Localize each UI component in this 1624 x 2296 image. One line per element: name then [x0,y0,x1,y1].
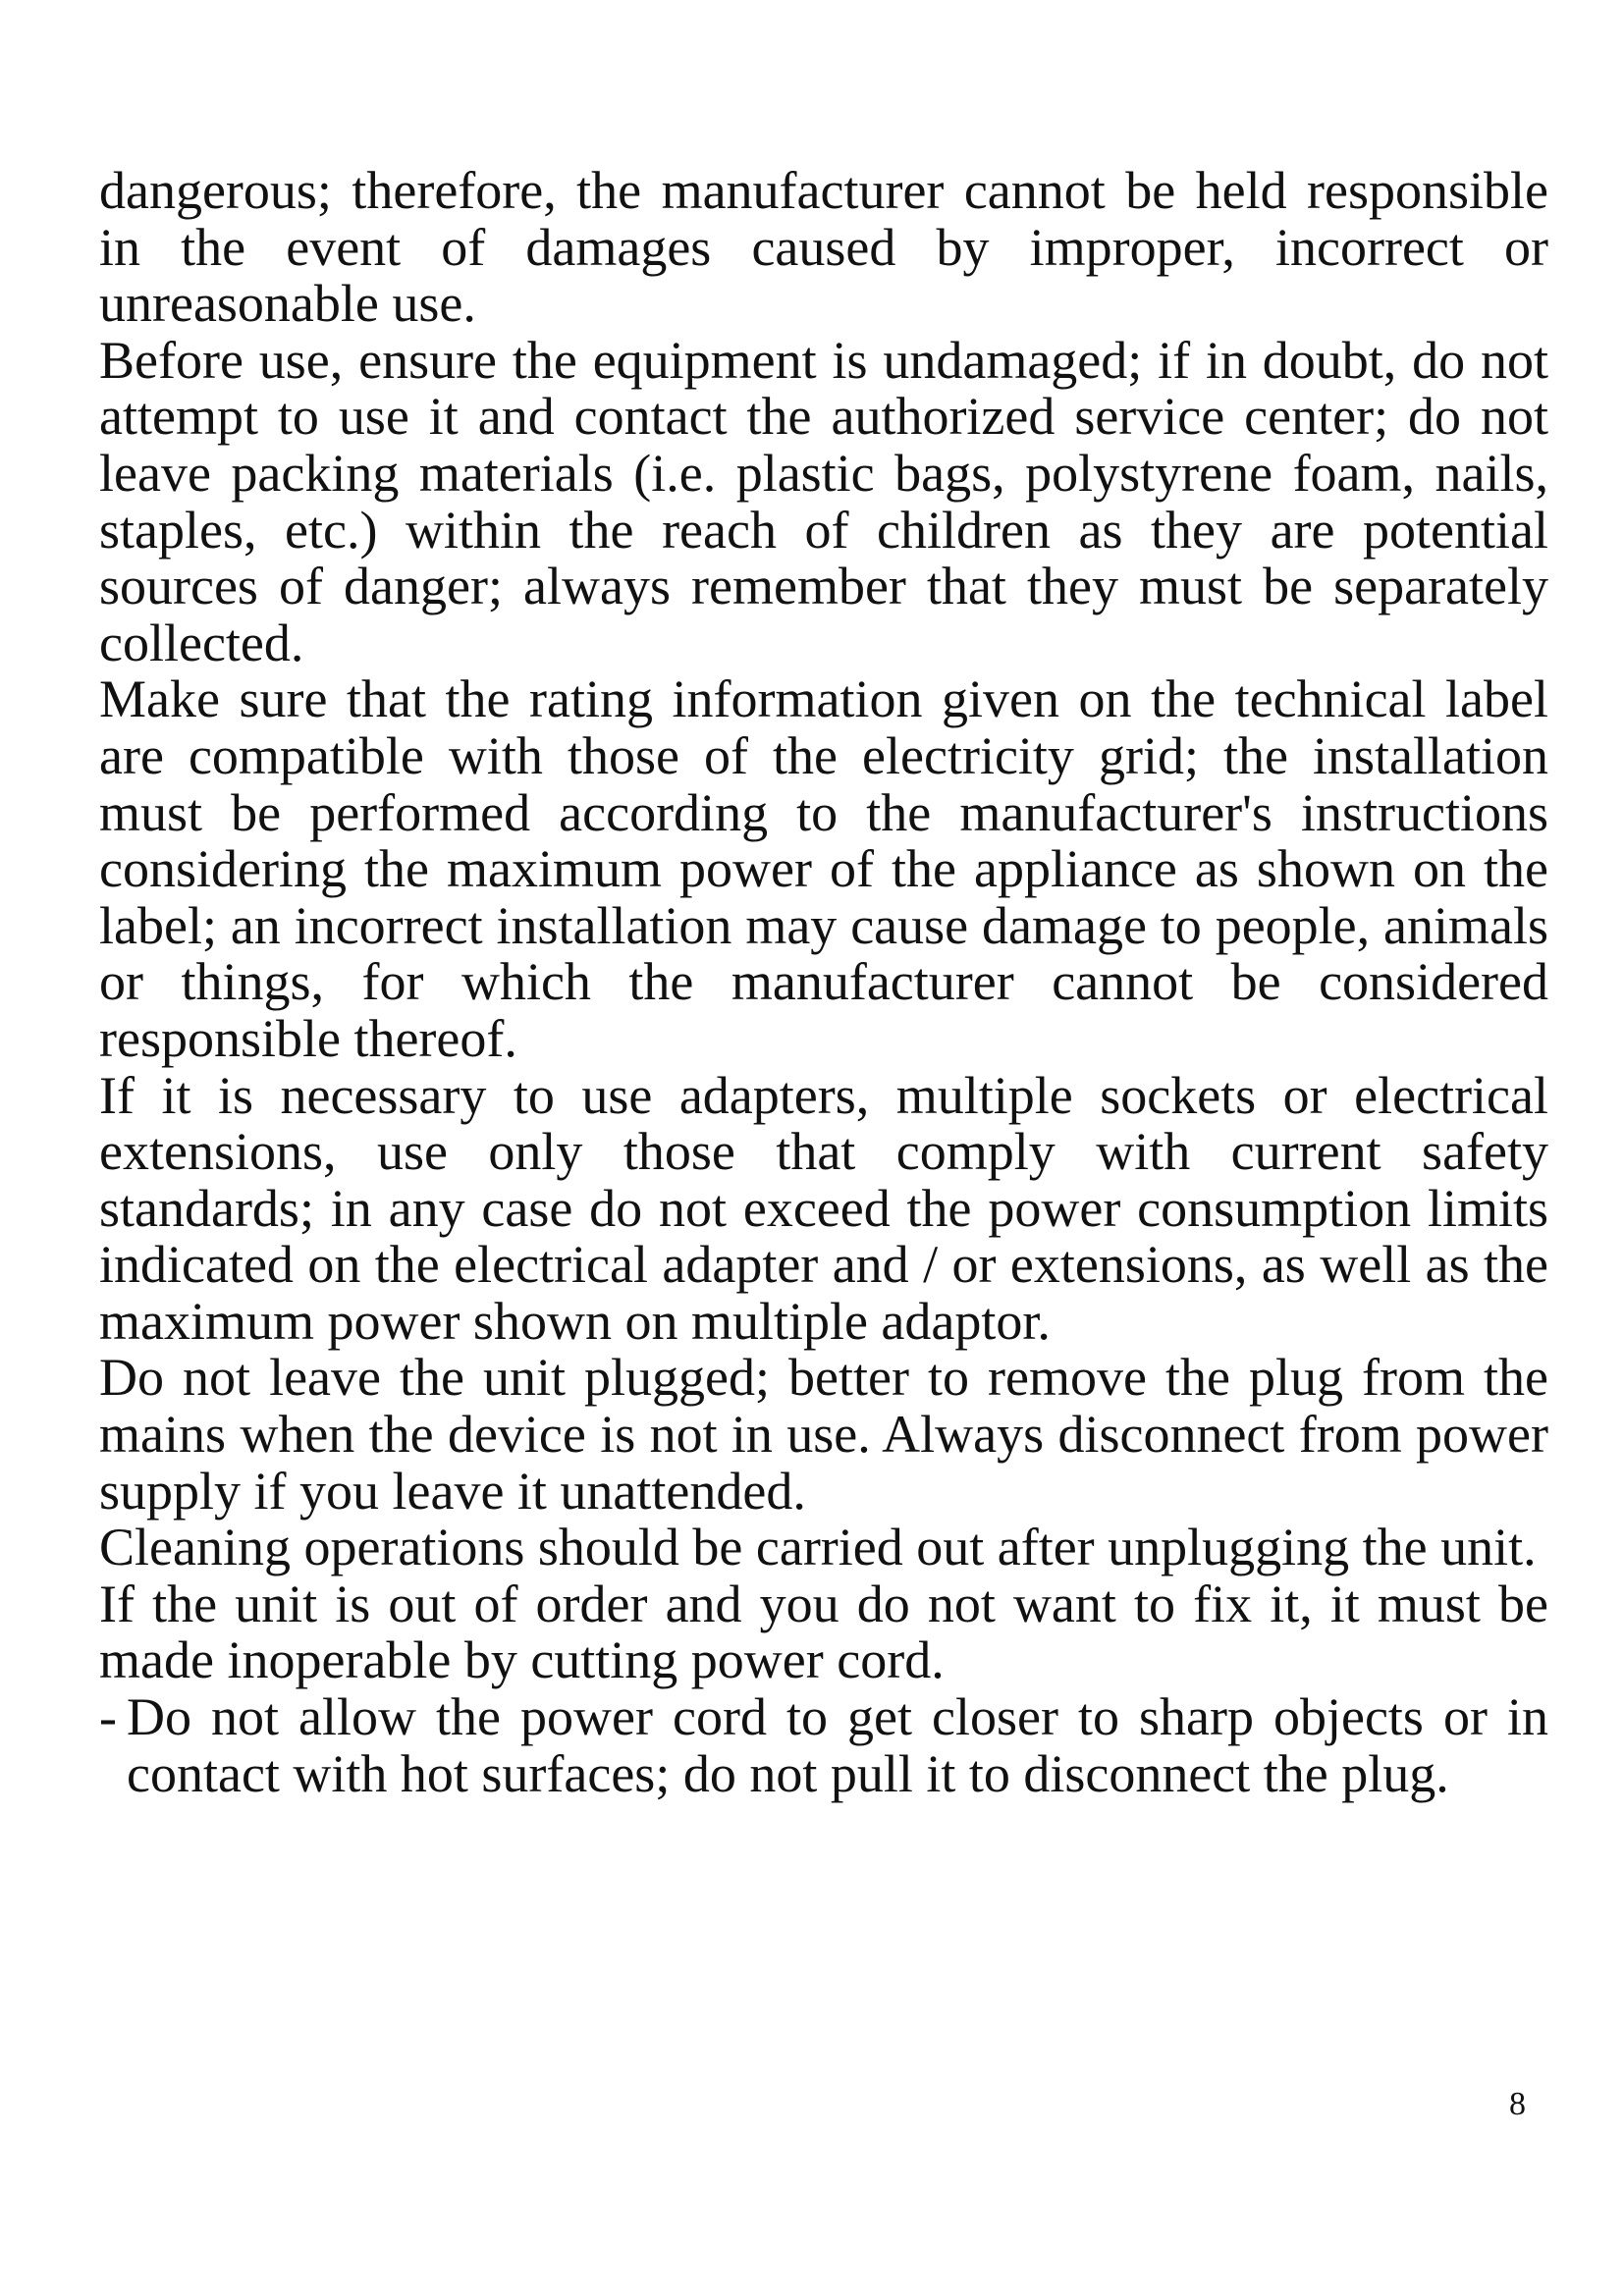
page-number: 8 [1509,2086,1526,2122]
bullet-item-power-cord [99,1689,1548,1802]
paragraph-responsibility: dangerous; therefore, the manufacturer cannot be held responsible in the event of damages caused by improper, incorrect or unreasonable use. [99,161,1548,334]
bullet-text: Do not allow the power cord to get closer to sharp objects or in contact with hot surfaces; do not pull it to disconnect the plug. [127,1687,1548,1803]
bullet-marker: - [99,1687,117,1747]
paragraph-cleaning: Cleaning operations should be carried out after unplugging the unit. [99,1518,1537,1577]
body-text [99,163,1548,1802]
paragraph-out-of-order: If the unit is out of order and you do not want to fix it, it must be made inoperable by cutting power cord. [99,1574,1548,1690]
paragraph-adapters: If it is necessary to use adapters, multiple sockets or electrical extensions, use only those that comply with current safety standards; in any case do not exceed the power consumption limits indicated on the electrical adapter and / or extensions, as well as the maximum power shown on multiple adaptor. [99,1065,1548,1351]
paragraph-before-use: Before use, ensure the equipment is undamaged; if in doubt, do not attempt to use it and contact the authorized service center; do not leave packing materials (i.e. plastic bags, polystyrene foam, nails, staples, etc.) within the reach of children as they are potential sources of danger; always remember that they must be separately collected. [99,330,1548,672]
paragraph-unplug: Do not leave the unit plugged; better to remove the plug from the mains when the device is not in use. Always disconnect from power supply if you leave it unattended. [99,1348,1548,1521]
paragraph-rating-info: Make sure that the rating information given on the technical label are compatible with those of the electricity grid; the installation must be performed according to the manufacturer's instructions considering the maximum power of the appliance as shown on the label; an incorrect installation may cause damage to people, animals or things, for which the manufacturer cannot be considered responsible thereof. [99,669,1548,1068]
